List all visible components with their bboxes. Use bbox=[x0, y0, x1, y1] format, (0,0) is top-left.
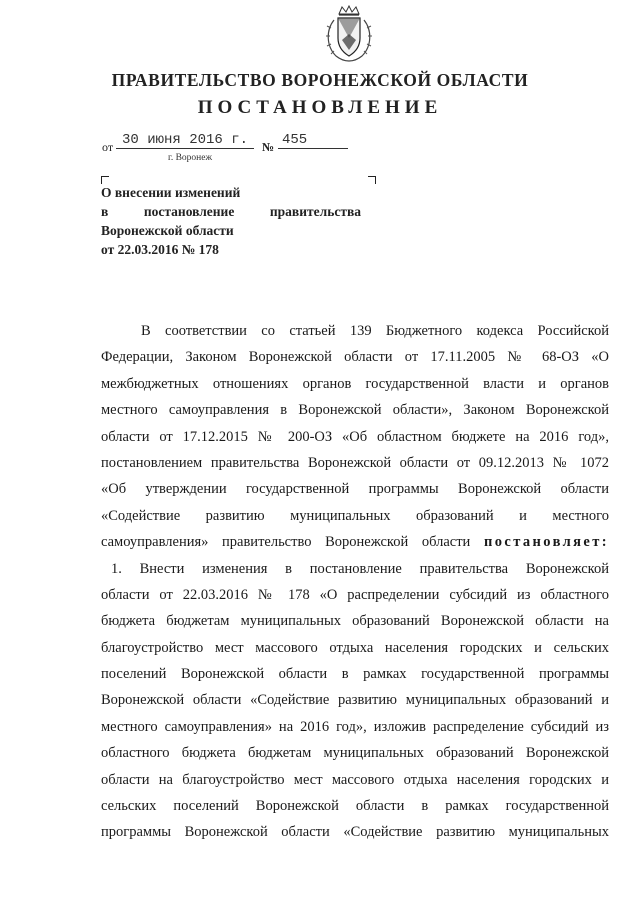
body-line: области на благоустройство мест массового отдыха населения городских и bbox=[101, 771, 609, 788]
subject-line: от 22.03.2016 № 178 bbox=[101, 242, 219, 257]
body-line: В соответствии со статьей 139 Бюджетного кодекса Российской bbox=[141, 323, 609, 339]
body-line: области от 22.03.2016 № 178 «О распределении субсидий из областного bbox=[101, 586, 609, 603]
body-line: «Об утверждении государственной программы Воронежской области bbox=[101, 481, 609, 498]
document-city: г. Воронеж bbox=[168, 153, 213, 163]
body-line: 1. Внести изменения в постановление правительства Воронежской bbox=[111, 560, 609, 577]
body-line: «Содействие развитию муниципальных образований и местного bbox=[101, 507, 609, 524]
document-subject bbox=[101, 183, 361, 259]
body-line: местного самоуправления» на 2016 год», изложив распределение субсидий из bbox=[101, 718, 609, 735]
body-line: поселений Воронежской области в рамках государственной программы bbox=[101, 666, 609, 683]
body-line: сельских поселений Воронежской области в рамках государственной bbox=[101, 798, 609, 815]
number-prefix: № bbox=[262, 140, 275, 154]
coat-of-arms-icon bbox=[322, 4, 376, 64]
body-line-resolves bbox=[101, 529, 609, 555]
body-line: области от 17.12.2015 № 200-ОЗ «Об областном бюджете на 2016 год», bbox=[101, 428, 609, 445]
resolves-word: постановляет: bbox=[483, 534, 609, 551]
body-line: областного бюджета бюджетам муниципальных образований Воронежской bbox=[101, 745, 609, 762]
body-line-text: самоуправления» правительство Воронежской области bbox=[101, 534, 471, 551]
body-line: Воронежской области «Содействие развитию муниципальных образований и bbox=[101, 692, 609, 709]
body-line: бюджета бюджетам муниципальных образований Воронежской области на bbox=[101, 613, 609, 630]
body-line: благоустройство мест массового отдыха населения городских и сельских bbox=[101, 639, 609, 656]
body-line: местного самоуправления в Воронежской области», Законом Воронежской bbox=[101, 402, 609, 419]
document-body bbox=[101, 318, 609, 846]
document-date: 30 июня 2016 г. bbox=[116, 132, 254, 149]
document-number: 455 bbox=[278, 132, 348, 149]
date-prefix: от bbox=[102, 140, 114, 154]
body-line: программы Воронежской области «Содействие развитию муниципальных bbox=[101, 824, 609, 841]
body-line: постановлением правительства Воронежской области от 09.12.2013 № 1072 bbox=[101, 454, 609, 471]
body-line: Федерации, Законом Воронежской области от 17.11.2005 № 68-ОЗ «О bbox=[101, 349, 609, 366]
subject-line: в постановление правительства bbox=[101, 204, 361, 219]
document-type: ПОСТАНОВЛЕНИЕ bbox=[197, 97, 443, 118]
body-line: межбюджетных отношениях органов государственной власти и органов bbox=[101, 375, 609, 392]
subject-line: Воронежской области bbox=[101, 223, 234, 238]
organization-name: ПРАВИТЕЛЬСТВО ВОРОНЕЖСКОЙ ОБЛАСТИ bbox=[111, 70, 529, 90]
subject-bracket-right bbox=[368, 176, 376, 184]
subject-line: О внесении изменений bbox=[101, 185, 241, 200]
